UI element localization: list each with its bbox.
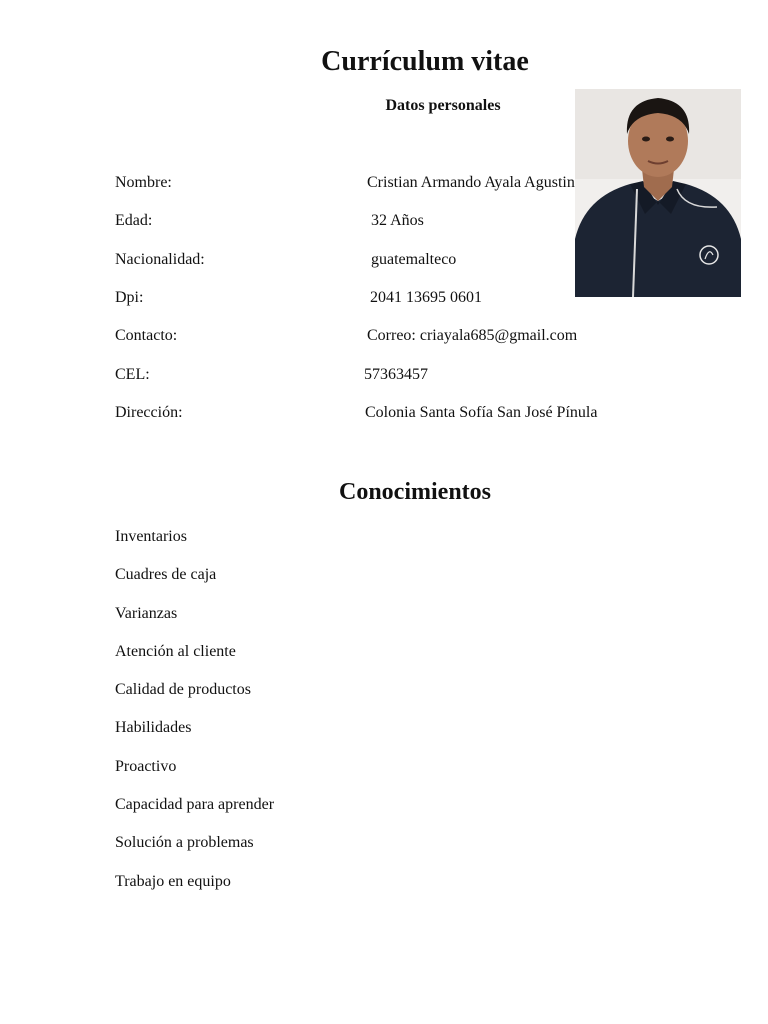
field-value-name: Cristian Armando Ayala Agustin	[367, 174, 575, 191]
list-item: Habilidades	[115, 719, 192, 737]
field-value-cel: 57363457	[364, 366, 428, 383]
field-value-dpi: 2041 13695 0601	[370, 289, 482, 306]
field-label-cel: CEL:	[115, 366, 150, 383]
field-value-age: 32 Años	[371, 212, 424, 229]
field-label-address: Dirección:	[115, 404, 183, 421]
field-label-name: Nombre:	[115, 174, 172, 191]
knowledge-heading: Conocimientos	[339, 479, 491, 505]
field-label-nationality: Nacionalidad:	[115, 251, 205, 268]
list-item: Capacidad para aprender	[115, 796, 275, 814]
field-label-contact: Contacto:	[115, 327, 178, 344]
field-label-dpi: Dpi:	[115, 289, 144, 306]
knowledge-list	[115, 527, 274, 910]
field-label-age: Edad:	[115, 212, 153, 229]
field-value-contact: Correo: criayala685@gmail.com	[367, 327, 578, 344]
list-item: Atención al cliente	[115, 642, 236, 660]
list-item: Solución a problemas	[115, 834, 254, 852]
list-item: Inventarios	[115, 528, 187, 545]
list-item: Cuadres de caja	[115, 566, 217, 584]
personal-data-heading: Datos personales	[385, 97, 501, 114]
list-item: Trabajo en equipo	[115, 872, 231, 890]
field-value-address: Colonia Santa Sofía San José Pínula	[365, 404, 598, 421]
list-item: Varianzas	[115, 604, 178, 622]
list-item: Calidad de productos	[115, 681, 251, 699]
page-title: Currículum vitae	[321, 46, 529, 77]
field-value-nationality: guatemalteco	[371, 251, 457, 268]
list-item: Proactivo	[115, 757, 177, 775]
profile-photo	[575, 89, 741, 297]
